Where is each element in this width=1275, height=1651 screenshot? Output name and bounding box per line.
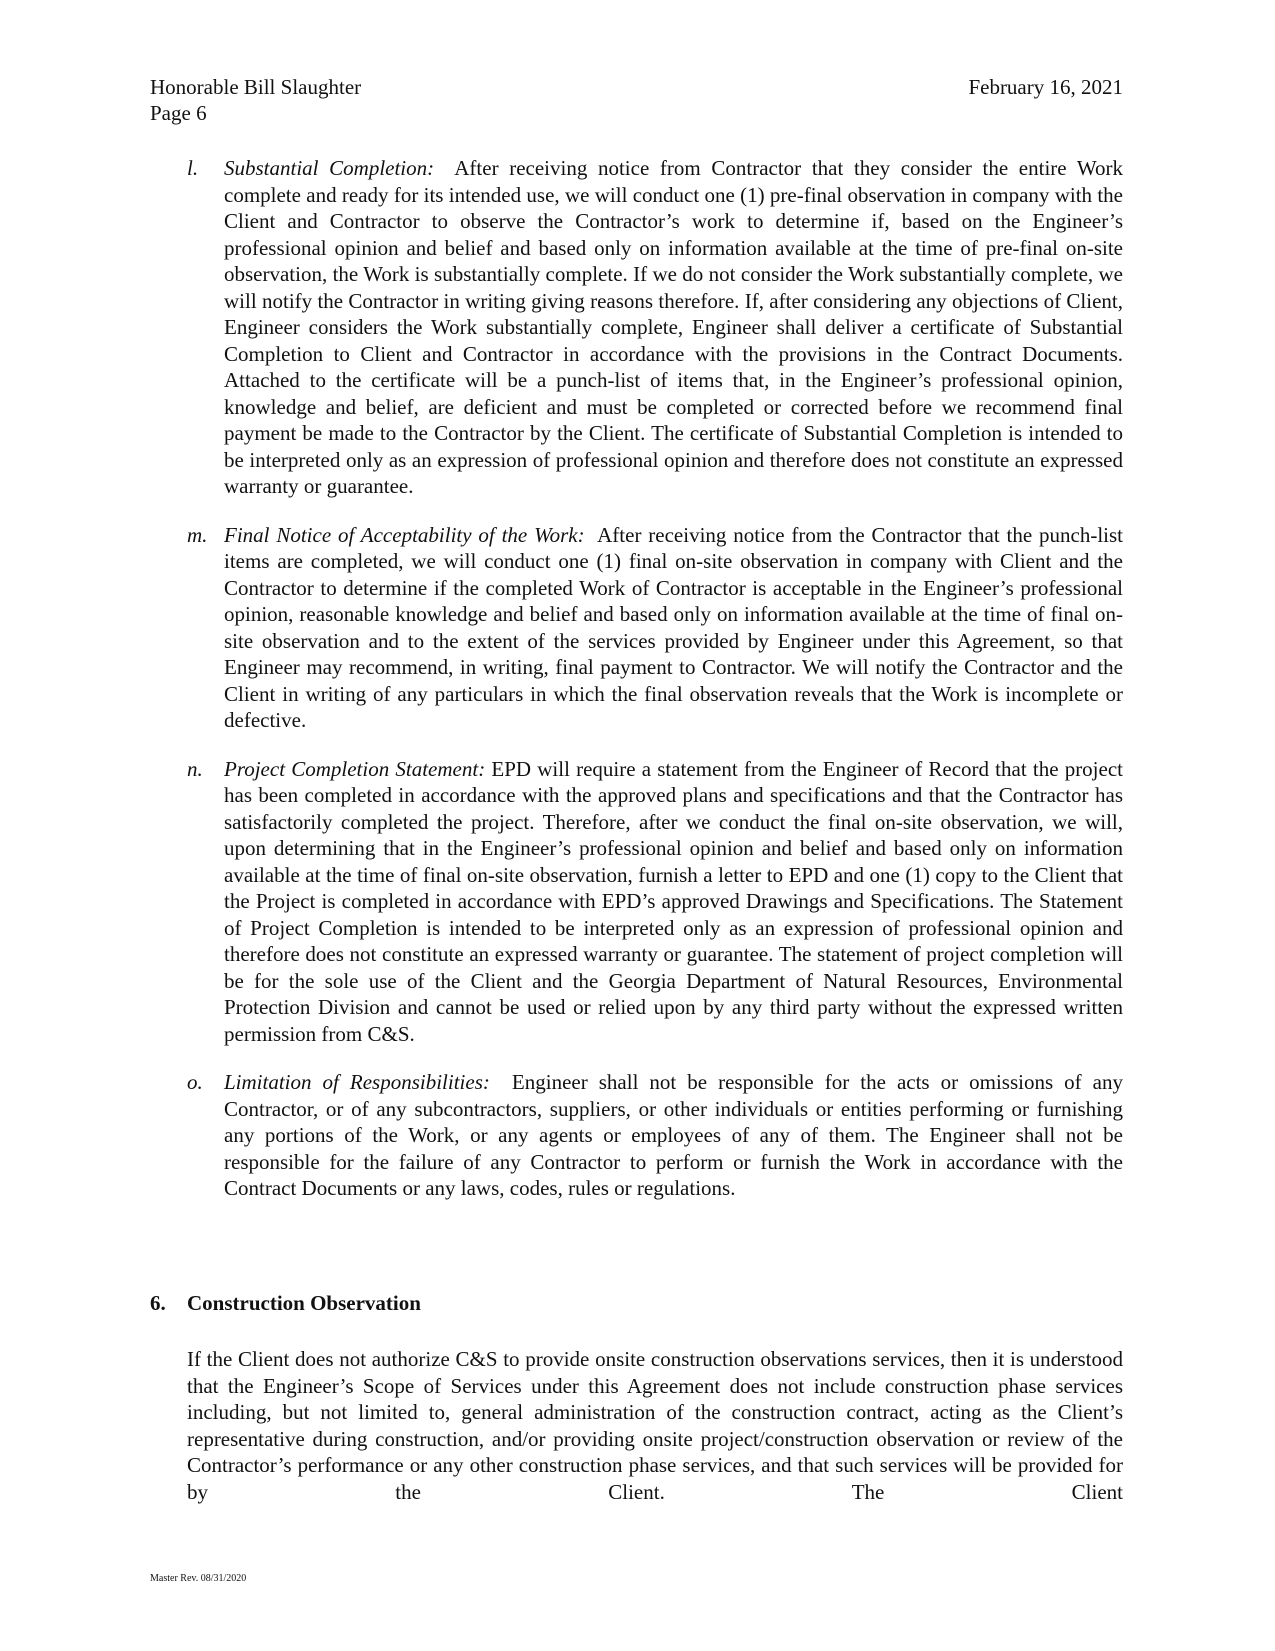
section-paragraph: If the Client does not authorize C&S to provide onsite construction observations services, then it is understood that the Engineer’s Scope of Services under this Agreement does not include construction phase services including, but not limited to, general administration of the construction contract, acting as the Client’s representative during construction, and/or providing onsite project/construction observation or review of the Contractor’s performance or any other construction phase services, and that such services will be provided for by the Client. The Client [187,1347,1123,1504]
item-lead: Final Notice of Acceptability of the Work: [224,522,585,547]
item-lead: Limitation of Responsibilities: [224,1070,490,1094]
item-text: Engineer shall not be responsible for the acts or omissions of any Contractor, or of any subcontractors, suppliers, or other individuals or entities performing or furnishing any portions of the Work, or any agents or employees of any of them. The Engineer shall not be responsible for the failure of any Contractor to perform or furnish the Work in accordance with the Contract Documents or any laws, codes, rules or regulations. [224,1070,1123,1200]
section-title: Construction Observation [187,1291,421,1315]
item-body [224,155,1123,500]
service-items-list [150,155,1123,1224]
section-heading [150,1290,1123,1316]
item-body [224,756,1123,1048]
letter-date: February 16, 2021 [968,75,1123,99]
service-item-m [150,522,1123,734]
item-text: After receiving notice from Contractor that they consider the entire Work complete and ready for its intended use, we will conduct one (1) pre-final observation in company with the Client and Contractor to observe the Contractor’s work to determine if, based on the Engineer’s professional opinion and belief and based only on information available at the time of pre-final on-site observation, the Work is substantially complete. If we do not consider the Work substantially complete, we will notify the Contractor in writing giving reasons therefore. If, after considering any objections of Client, Engineer considers the Work substantially complete, Engineer shall deliver a certificate of Substantial Completion to Client and Contractor in accordance with the provisions in the Contract Documents. Attached to the certificate will be a punch-list of items that, in the Engineer’s professional opinion, knowledge and belief, are deficient and must be completed or corrected before we recommend final payment be made to the Contractor by the Client. The certificate of Substantial Completion is intended to be interpreted only as an expression of professional opinion and therefore does not constitute an expressed warranty or guarantee. [224,156,1124,498]
revision-footer: Master Rev. 08/31/2020 [150,1573,247,1584]
item-marker: l. [187,156,199,180]
item-marker: o. [187,1070,203,1094]
item-text: After receiving notice from the Contractor that the punch-list items are completed, we will conduct one (1) final on-site observation in company with Client and the Contractor to determine if the completed Work of Contractor is acceptable in the Engineer’s professional opinion, reasonable knowledge and belief and based only on information available at the time of final on-site observation and to the extent of the services provided by Engineer under this Agreement, so that Engineer may recommend, in writing, final payment to Contractor. We will notify the Contractor and the Client in writing of any particulars in which the final observation reveals that the Work is incomplete or defective. [224,522,1123,732]
item-lead: Substantial Completion: [224,156,435,180]
item-body [224,522,1123,734]
item-marker: n. [187,756,203,781]
service-item-o [150,1069,1123,1202]
item-lead: Project Completion Statement: [224,756,486,781]
section-number: 6. [150,1291,166,1315]
service-item-l [150,155,1123,500]
letter-header-left [150,74,361,126]
service-item-n [150,756,1123,1048]
recipient-name: Honorable Bill Slaughter [150,75,362,99]
page-number: Page 6 [150,101,207,125]
item-marker: m. [187,522,208,547]
item-text: EPD will require a statement from the Engineer of Record that the project has been completed in accordance with the approved plans and specifications and that the Contractor has satisfactorily completed the project. Therefore, after we conduct the final on-site observation, we will, upon determining that in the Engineer’s professional opinion and belief and based only on information available at the time of final on-site observation, furnish a letter to EPD and one (1) copy to the Client that the Project is completed in accordance with EPD’s approved Drawings and Specifications. The Statement of Project Completion is intended to be interpreted only as an expression of professional opinion and therefore does not constitute an expressed warranty or guarantee. The statement of project completion will be for the sole use of the Client and the Georgia Department of Natural Resources, Environmental Protection Division and cannot be used or relied upon by any third party without the expressed written permission from C&S. [224,756,1123,1046]
item-body [224,1069,1123,1202]
